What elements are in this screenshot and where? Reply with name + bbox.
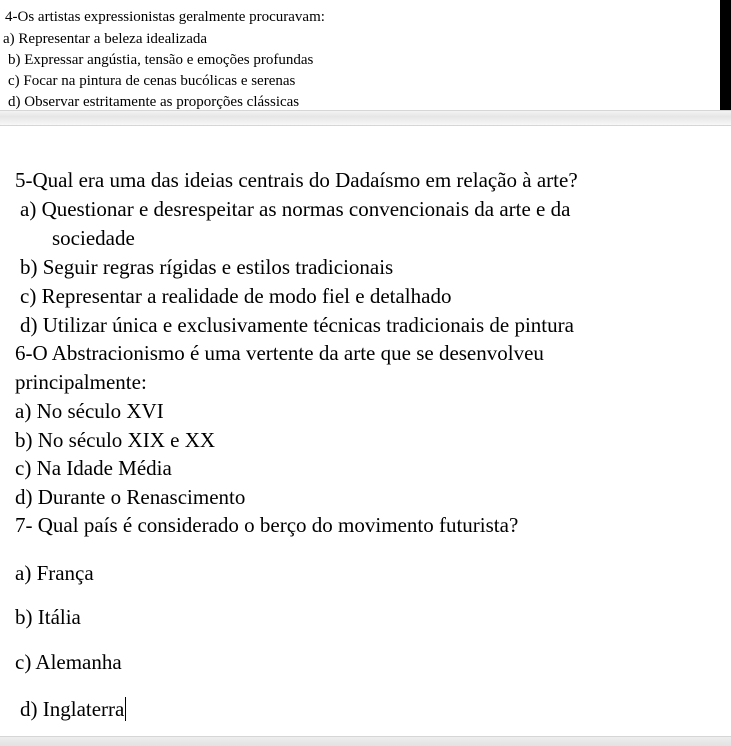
question-6-text-continued: principalmente: [15, 370, 147, 394]
question-7-option-d: d) Inglaterra [20, 697, 125, 721]
question-4-option-a: a) Representar a beleza idealizada [3, 31, 208, 47]
question-6-text: 6-O Abstracionismo é uma vertente da arte que se desenvolveu [15, 341, 544, 365]
question-6-option-c: c) Na Idade Média [15, 456, 172, 480]
question-5-option-a-continued: sociedade [52, 226, 135, 250]
question-7-option-a: a) França [15, 561, 94, 585]
question-4-option-b: b) Expressar angústia, tensão e emoções profundas [8, 52, 314, 68]
question-7-option-c: c) Alemanha [15, 650, 122, 674]
question-5-text: 5-Qual era uma das ideias centrais do Dadaísmo em relação à arte? [15, 168, 578, 192]
question-6-option-d: d) Durante o Renascimento [15, 485, 246, 509]
question-4-text: 4-Os artistas expressionistas geralmente procuravam: [5, 9, 325, 25]
question-7-option-b: b) Itália [15, 605, 81, 629]
previous-page-fragment [0, 0, 731, 110]
question-6-option-b: b) No século XIX e XX [15, 428, 216, 452]
question-5-option-d: d) Utilizar única e exclusivamente técnicas tradicionais de pintura [20, 313, 574, 337]
question-5-option-a: a) Questionar e desrespeitar as normas convencionais da arte e da [20, 197, 571, 221]
text-cursor [125, 697, 126, 721]
question-4-option-d: d) Observar estritamente as proporções clássicas [8, 94, 300, 110]
question-5-option-b: b) Seguir regras rígidas e estilos tradicionais [20, 255, 394, 279]
question-6-option-a: a) No século XVI [15, 399, 164, 423]
page-separator [0, 110, 731, 126]
question-4-option-c: c) Focar na pintura de cenas bucólicas e serenas [8, 73, 296, 89]
question-5-option-c: c) Representar a realidade de modo fiel e detalhado [20, 284, 452, 308]
question-7-option-d-line [20, 696, 126, 722]
page-separator-bottom [0, 736, 731, 746]
question-7-text: 7- Qual país é considerado o berço do movimento futurista? [15, 513, 519, 537]
page-edge-shadow [720, 0, 731, 110]
